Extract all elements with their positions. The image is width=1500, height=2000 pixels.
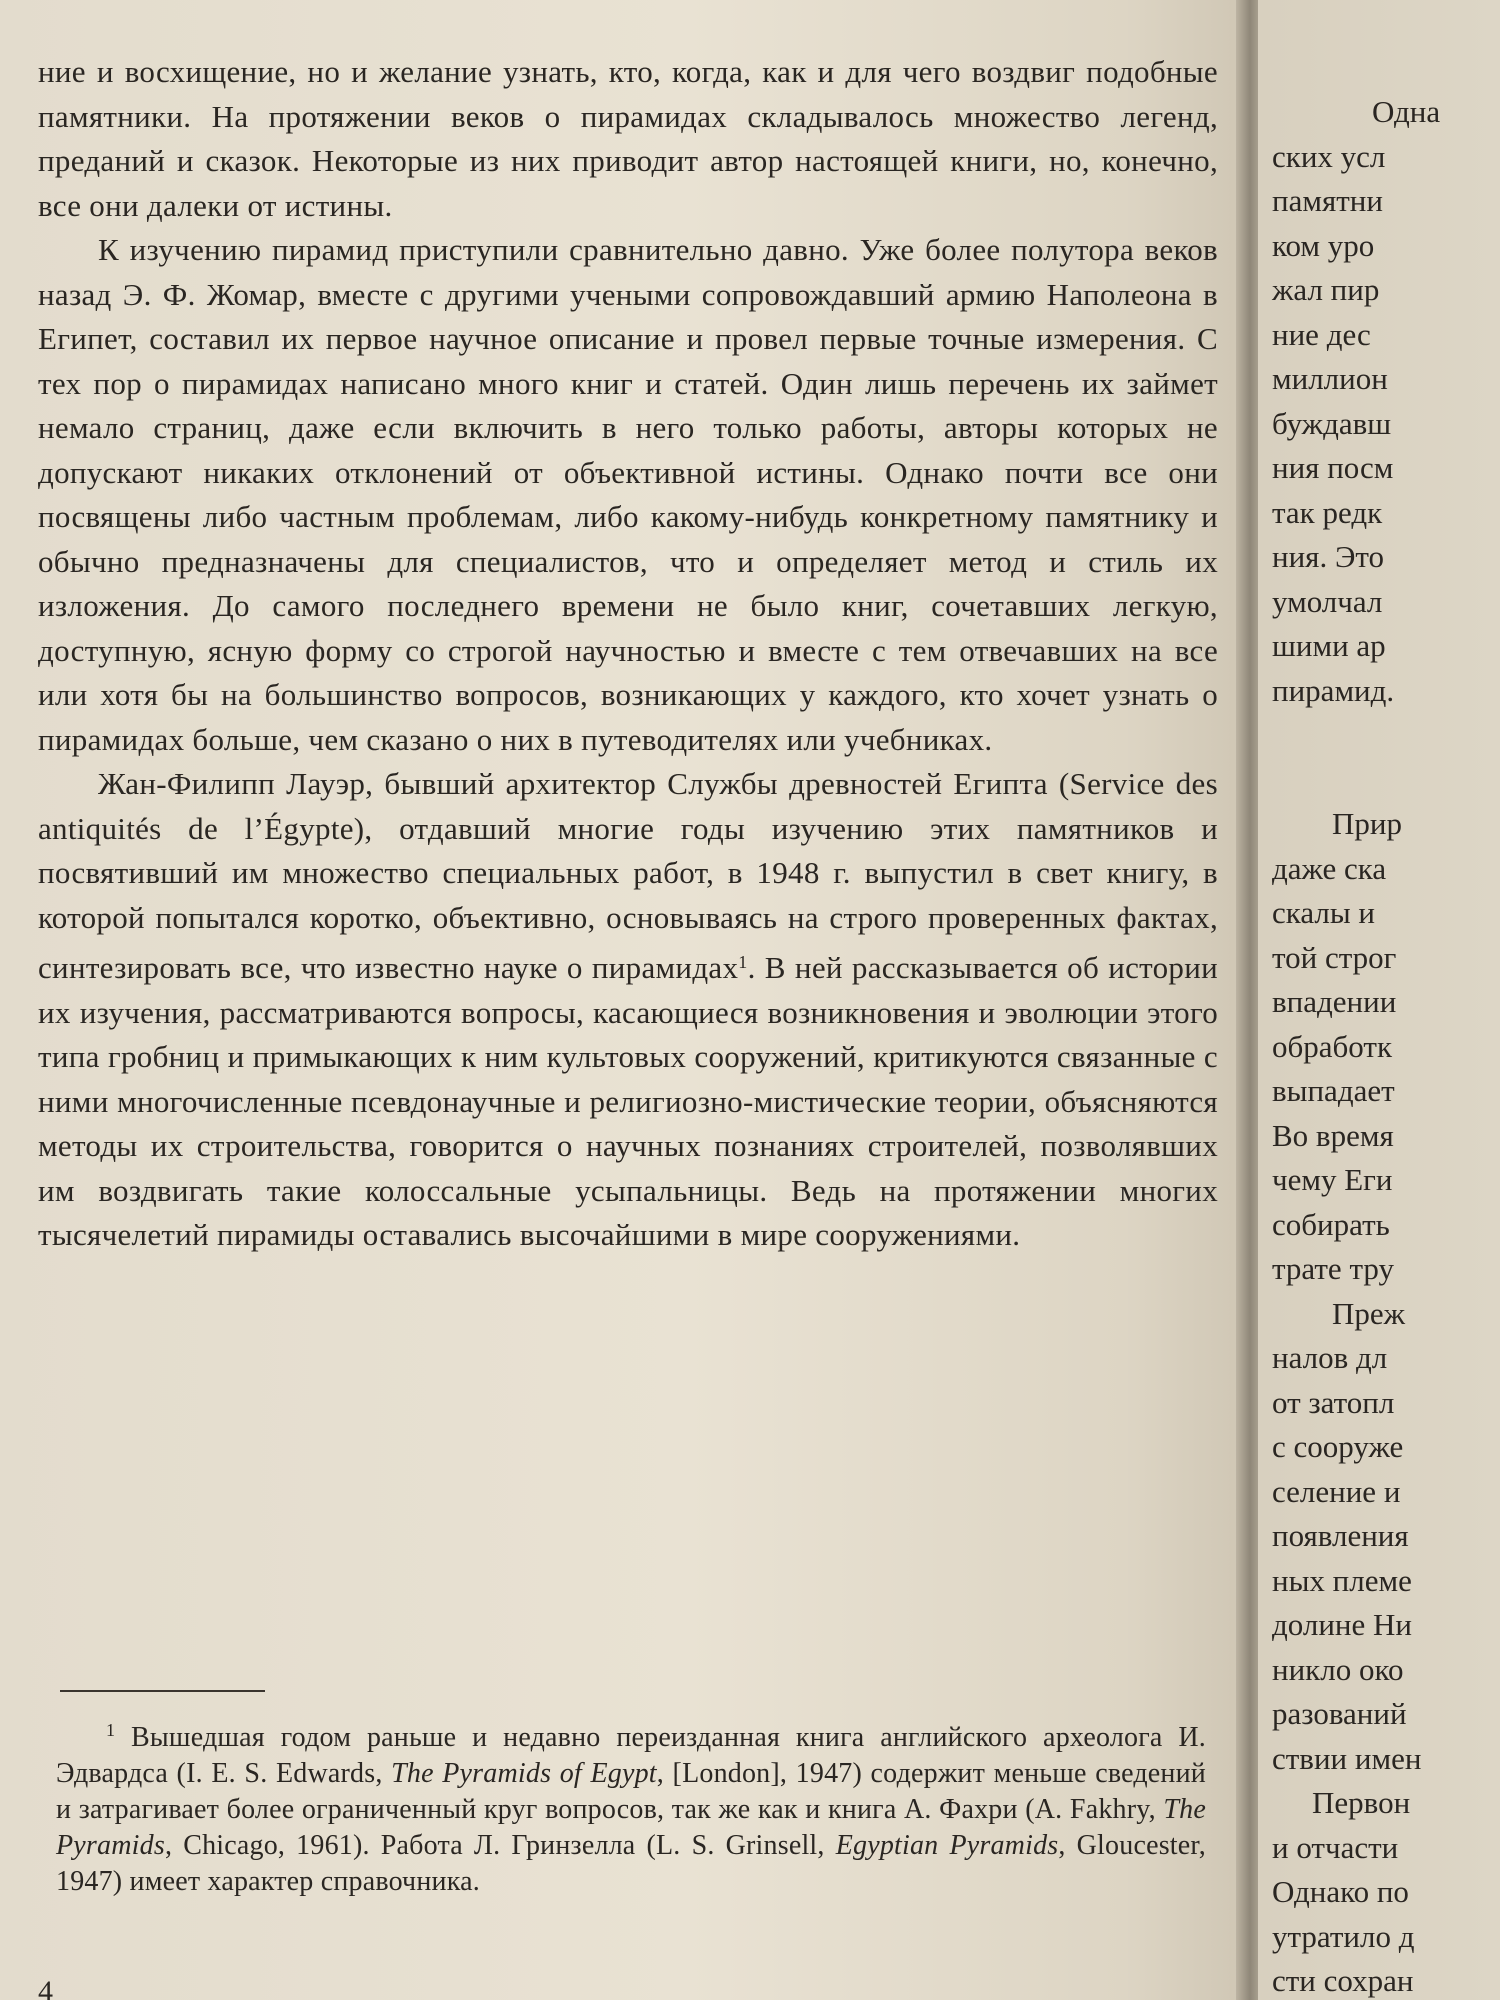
right-page — [1258, 0, 1500, 2000]
right-line: селение и — [1272, 1473, 1401, 1509]
right-line: разований — [1272, 1696, 1407, 1731]
paragraph-3-part-1: Жан-Филипп Лауэр, бывший архитектор Службы древностей Египта (Service des antiquités de l’Égypte), отдавший многие годы изучению этих памятников и посвятивший им множество специальных работ, в 1948 г. выпустил в свет книгу, в которой попытался коротко, объективно, основываясь на строго проверенных фактах, синтезировать все, что известно науке о пирамидах — [38, 766, 1218, 985]
right-line: шими ар — [1272, 628, 1386, 663]
right-line: чему Еги — [1272, 1162, 1393, 1197]
footnote-text: , Chicago, 1961). Работа Л. Гринзелла (L. S. Grinsell, — [164, 1830, 836, 1861]
right-line: Прир — [1332, 806, 1402, 841]
right-line: пирамид. — [1272, 672, 1395, 708]
right-line: Однако по — [1272, 1874, 1409, 1909]
footnote-divider — [60, 1690, 265, 1692]
paragraph-3-part-2: . В ней рассказывается об истории их изучения, рассматриваются вопросы, касающиеся возникновения и эволюции этого типа гробниц и примыкающих к ним культовых сооружений, критикуются связанные с ними многочисленные псевдонаучные и религиозно-мистические теории, объясняются методы их строительства, говорится о научных познаниях строителей, позволявших им воздвигать такие колоссальные усыпальницы. Ведь на протяжении многих тысячелетий пирамиды оставались высочайшими в мире сооружениями. — [38, 950, 1218, 1252]
right-line: Первон — [1312, 1785, 1411, 1820]
right-line: долине Ни — [1272, 1607, 1412, 1642]
right-line: даже ска — [1272, 850, 1387, 886]
right-line: ние дес — [1272, 316, 1371, 352]
main-text — [38, 50, 1218, 1258]
right-line: впадении — [1272, 984, 1397, 1019]
right-line: сти сохран — [1272, 1963, 1414, 1998]
right-line: ком уро — [1272, 227, 1375, 263]
right-page-text — [1272, 90, 1500, 2000]
right-line: никло око — [1272, 1651, 1404, 1687]
right-line: от затопл — [1272, 1384, 1395, 1420]
right-line: утратило д — [1272, 1918, 1415, 1954]
right-line: ных племе — [1272, 1562, 1412, 1598]
paragraph-1: ние и восхищение, но и желание узнать, кто, когда, как и для чего воздвиг подобные памятники. На протяжении веков о пирамидах складывалось множество легенд, преданий и сказок. Некоторые из них приводит автор настоящей книги, но, конечно, все они далеки от истины. — [38, 54, 1218, 223]
paragraph-2: К изучению пирамид приступили сравнительно давно. Уже более полутора веков назад Э. Ф. Жомар, вместе с другими учеными сопровождавший армию Наполеона в Египет, составил их первое научное описание и провел первые точные измерения. С тех пор о пирамидах написано много книг и статей. Один лишь перечень их займет немало страниц, даже если включить в него только работы, авторы которых не допускают никаких отклонений от объективной истины. Однако почти все они посвящены либо частным проблемам, либо какому-нибудь конкретному памятнику и обычно предназначены для специалистов, что и определяет метод и стиль их изложения. До самого последнего времени не было книг, сочетавших легкую, доступную, ясную форму со строгой научностью и вместе с тем отвечавших на все или хотя бы на большинство вопросов, возникающих у каждого, кто хочет узнать о пирамидах больше, чем сказано о них в путеводителях или учебниках. — [38, 232, 1218, 757]
footnote-title: The Pyramids — [56, 1794, 1206, 1861]
right-line: выпадает — [1272, 1073, 1395, 1108]
right-line: памятни — [1272, 183, 1383, 218]
right-line: собирать — [1272, 1206, 1390, 1242]
footnote-title: Egyptian Pyramids — [835, 1830, 1059, 1861]
right-line: жал пир — [1272, 272, 1380, 307]
right-line: скалы и — [1272, 895, 1376, 930]
paragraph-3 — [38, 762, 1218, 1258]
right-line: и отчасти — [1272, 1829, 1399, 1865]
right-line: с сооруже — [1272, 1429, 1404, 1464]
footnote-text: Вышедшая годом раньше и недавно переизданная книга английского археолога И. Эдвардса (I. E. S. Edwards, — [56, 1722, 1206, 1789]
right-line: налов дл — [1272, 1340, 1388, 1375]
right-line: Во время — [1272, 1117, 1394, 1153]
right-line: так редк — [1272, 494, 1383, 530]
right-line: Преж — [1332, 1295, 1406, 1331]
right-line: обработк — [1272, 1028, 1393, 1064]
right-line: буждавш — [1272, 405, 1392, 441]
right-line: миллион — [1272, 361, 1388, 396]
right-line: трате тру — [1272, 1251, 1394, 1286]
right-line: той строг — [1272, 939, 1397, 975]
right-line: ния. Это — [1272, 539, 1385, 574]
footnote-title: The Pyramids of Egypt — [391, 1758, 657, 1789]
right-line: ния посм — [1272, 450, 1394, 485]
right-line: появления — [1272, 1518, 1409, 1553]
footnote-marker: 1 — [106, 1720, 116, 1740]
footnote — [56, 1712, 1206, 1900]
footnote-text: , Gloucester, 1947) имеет характер справочника. — [56, 1830, 1207, 1897]
right-line: умолчал — [1272, 583, 1383, 619]
right-line: ствии имен — [1272, 1740, 1422, 1776]
right-line: Одна — [1372, 94, 1441, 129]
page-number: 4 — [38, 1975, 53, 2000]
right-line: ских усл — [1272, 138, 1386, 174]
footnote-reference: 1 — [738, 952, 748, 972]
footnote-text: , [London], 1947) содержит меньше сведений и затрагивает более ограниченный круг вопросов, так же как и книга А. Фахри (A. Fakhry, — [56, 1758, 1206, 1825]
